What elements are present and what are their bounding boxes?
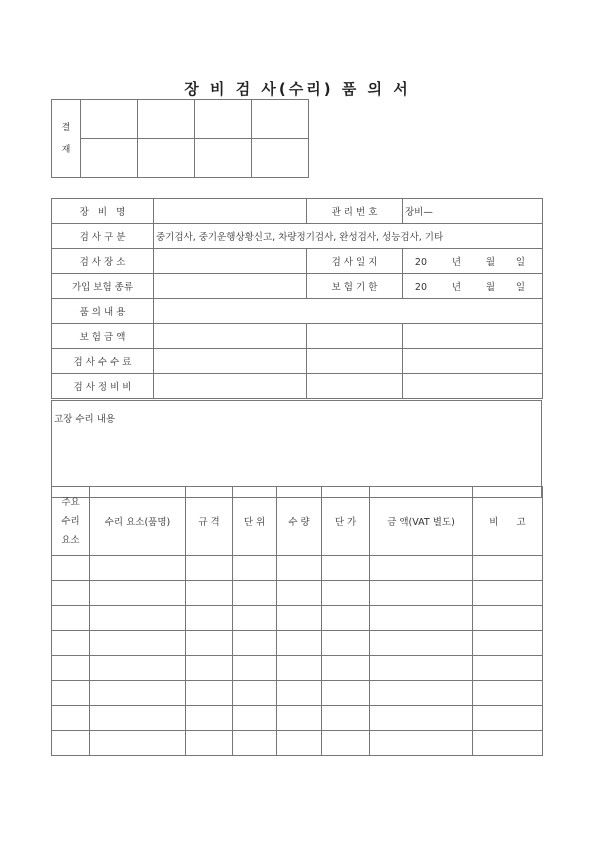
parts-cell[interactable] [277, 556, 322, 581]
inspection-date-year: 20 [414, 257, 427, 268]
parts-cell[interactable] [370, 656, 473, 681]
inspection-maint-label: 검 사 정 비 비 [52, 374, 154, 399]
parts-cell[interactable] [322, 681, 370, 706]
parts-cell[interactable] [186, 631, 233, 656]
parts-cell[interactable] [277, 606, 322, 631]
parts-cell[interactable] [370, 681, 473, 706]
col-unit-price: 단 가 [322, 487, 370, 556]
parts-cell[interactable] [52, 606, 90, 631]
col-spec: 규 격 [186, 487, 233, 556]
inspection-fee-field-2[interactable] [307, 349, 403, 374]
approval-label [52, 100, 81, 178]
parts-cell[interactable] [186, 581, 233, 606]
parts-cell[interactable] [90, 606, 186, 631]
parts-cell[interactable] [473, 556, 543, 581]
approval-sign-cell[interactable] [81, 100, 138, 139]
inspection-date-label: 검 사 일 지 [307, 249, 403, 274]
parts-cell[interactable] [322, 556, 370, 581]
approval-box [51, 99, 309, 178]
equipment-name-label: 장 비 명 [52, 199, 154, 224]
inspection-place-label: 검 사 장 소 [52, 249, 154, 274]
parts-cell[interactable] [52, 731, 90, 756]
parts-cell[interactable] [322, 631, 370, 656]
inspection-date-field[interactable] [403, 249, 543, 274]
request-content-field[interactable] [154, 299, 543, 324]
approval-sign-cell[interactable] [138, 139, 195, 178]
parts-cell[interactable] [233, 731, 277, 756]
parts-cell[interactable] [233, 681, 277, 706]
col-note: 비 고 [473, 487, 543, 556]
parts-cell[interactable] [277, 731, 322, 756]
approval-sign-cell[interactable] [138, 100, 195, 139]
parts-cell[interactable] [90, 731, 186, 756]
approval-sign-cell[interactable] [252, 100, 309, 139]
parts-cell[interactable] [233, 631, 277, 656]
parts-side-label-2: 수리 [61, 515, 80, 527]
insurance-period-year: 20 [414, 282, 427, 293]
repair-parts-table [51, 486, 543, 756]
inspection-maint-field-3[interactable] [403, 374, 543, 399]
parts-cell[interactable] [322, 706, 370, 731]
parts-cell[interactable] [186, 681, 233, 706]
parts-row [52, 556, 543, 581]
parts-cell[interactable] [370, 706, 473, 731]
insurance-amount-field-2[interactable] [307, 324, 403, 349]
parts-cell[interactable] [52, 656, 90, 681]
inspection-maint-field-2[interactable] [307, 374, 403, 399]
col-qty: 수 량 [277, 487, 322, 556]
parts-cell[interactable] [473, 606, 543, 631]
inspection-fee-field-3[interactable] [403, 349, 543, 374]
approval-label-line2: 재 [61, 144, 71, 155]
insurance-period-label: 보 험 기 한 [307, 274, 403, 299]
parts-cell[interactable] [186, 556, 233, 581]
parts-cell[interactable] [52, 581, 90, 606]
col-part-name: 수리 요소(품명) [90, 487, 186, 556]
parts-cell[interactable] [90, 706, 186, 731]
parts-cell[interactable] [473, 706, 543, 731]
parts-cell[interactable] [90, 581, 186, 606]
parts-row [52, 581, 543, 606]
approval-label-line1: 결 [61, 122, 71, 133]
inspection-date-y: 년 [451, 257, 461, 268]
parts-row [52, 706, 543, 731]
parts-row [52, 631, 543, 656]
parts-cell[interactable] [233, 556, 277, 581]
inspection-maint-field[interactable] [154, 374, 307, 399]
inspection-fee-field[interactable] [154, 349, 307, 374]
parts-row [52, 731, 543, 756]
parts-side-label-3: 요소 [61, 534, 80, 546]
inspection-date-m: 월 [485, 257, 495, 268]
parts-side-label-1: 주요 [61, 496, 80, 508]
approval-sign-cell[interactable] [81, 139, 138, 178]
request-content-label: 품 의 내 용 [52, 299, 154, 324]
parts-cell[interactable] [473, 731, 543, 756]
inspection-fee-label: 검 사 수 수 료 [52, 349, 154, 374]
parts-cell[interactable] [90, 556, 186, 581]
parts-cell[interactable] [473, 656, 543, 681]
parts-row [52, 681, 543, 706]
parts-cell[interactable] [52, 556, 90, 581]
insurance-amount-label: 보 험 금 액 [52, 324, 154, 349]
parts-cell[interactable] [370, 606, 473, 631]
parts-cell[interactable] [277, 681, 322, 706]
inspection-place-field[interactable] [154, 249, 307, 274]
parts-cell[interactable] [233, 706, 277, 731]
parts-cell[interactable] [277, 581, 322, 606]
parts-cell[interactable] [370, 631, 473, 656]
parts-cell[interactable] [90, 656, 186, 681]
parts-cell[interactable] [473, 581, 543, 606]
parts-cell[interactable] [277, 706, 322, 731]
equipment-info-table [51, 198, 543, 399]
mgmt-no-field[interactable]: 장비— [403, 199, 543, 224]
parts-cell[interactable] [370, 731, 473, 756]
repair-notes-box [51, 400, 542, 498]
insurance-period-d: 일 [515, 282, 525, 293]
parts-cell[interactable] [370, 556, 473, 581]
parts-cell[interactable] [473, 681, 543, 706]
insurance-period-field[interactable] [403, 274, 543, 299]
parts-cell[interactable] [52, 681, 90, 706]
parts-header-row [52, 487, 543, 556]
approval-sign-cell[interactable] [195, 139, 252, 178]
parts-cell[interactable] [186, 606, 233, 631]
repair-notes-field[interactable] [52, 401, 542, 498]
parts-cell[interactable] [233, 606, 277, 631]
parts-cell[interactable] [322, 731, 370, 756]
repair-notes-label: 고장 수리 내용 [54, 414, 116, 425]
equipment-name-field[interactable] [154, 199, 307, 224]
parts-cell[interactable] [322, 656, 370, 681]
insurance-type-label: 가입 보험 종류 [52, 274, 154, 299]
insurance-type-field[interactable] [154, 274, 307, 299]
parts-cell[interactable] [277, 631, 322, 656]
parts-side-label [52, 487, 90, 556]
parts-cell[interactable] [186, 731, 233, 756]
document-title: 장 비 검 사(수리) 품 의 서 [184, 80, 411, 98]
inspection-date-d: 일 [515, 257, 525, 268]
parts-cell[interactable] [322, 581, 370, 606]
parts-row [52, 606, 543, 631]
insurance-period-y: 년 [451, 282, 461, 293]
parts-cell[interactable] [233, 581, 277, 606]
parts-cell[interactable] [90, 681, 186, 706]
inspection-type-label: 검 사 구 분 [52, 224, 154, 249]
parts-cell[interactable] [322, 606, 370, 631]
parts-cell[interactable] [52, 706, 90, 731]
insurance-amount-field-3[interactable] [403, 324, 543, 349]
mgmt-no-label: 관 리 번 호 [307, 199, 403, 224]
parts-row [52, 656, 543, 681]
parts-cell[interactable] [90, 631, 186, 656]
parts-cell[interactable] [370, 581, 473, 606]
parts-cell[interactable] [277, 656, 322, 681]
col-unit: 단 위 [233, 487, 277, 556]
col-amount: 금 액(VAT 별도) [370, 487, 473, 556]
parts-cell[interactable] [186, 706, 233, 731]
parts-cell[interactable] [52, 631, 90, 656]
inspection-type-options[interactable]: 중기검사, 중기운행상황신고, 차량정기검사, 완성검사, 성능검사, 기타 [154, 224, 543, 249]
approval-sign-cell[interactable] [252, 139, 309, 178]
insurance-amount-field[interactable] [154, 324, 307, 349]
insurance-period-m: 월 [485, 282, 495, 293]
parts-cell[interactable] [186, 656, 233, 681]
approval-sign-cell[interactable] [195, 100, 252, 139]
parts-cell[interactable] [233, 656, 277, 681]
parts-cell[interactable] [473, 631, 543, 656]
